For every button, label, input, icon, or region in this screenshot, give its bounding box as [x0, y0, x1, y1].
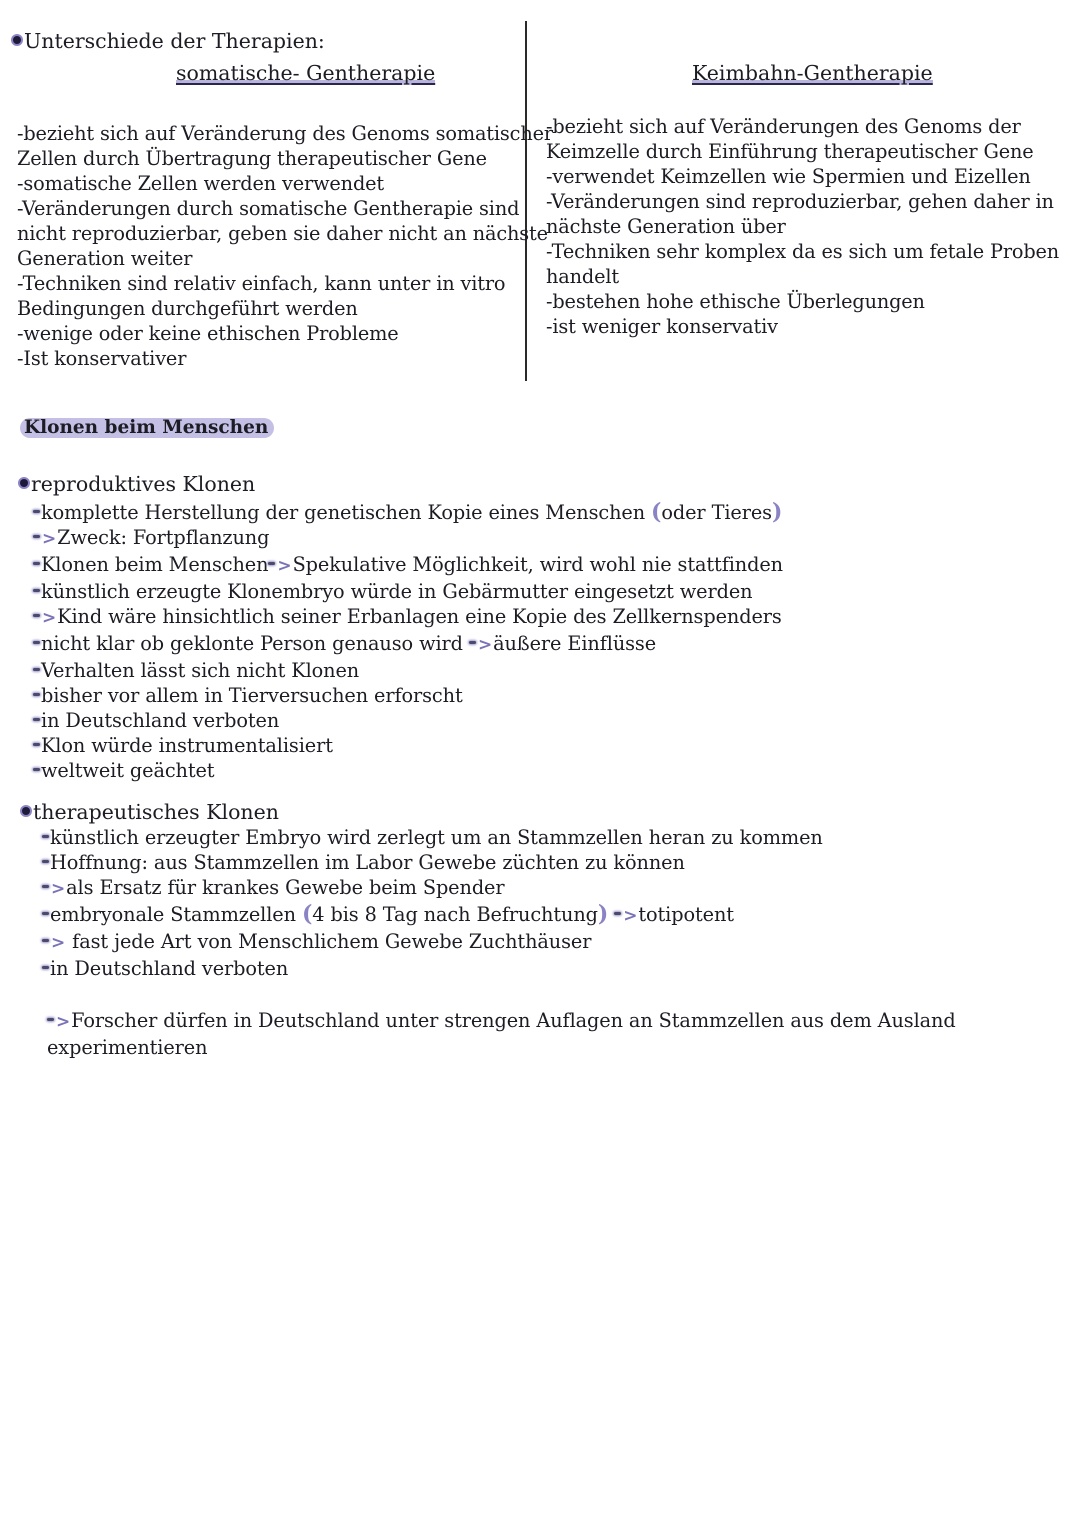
somatic-gene-therapy-heading: somatische- Gentherapie [176, 61, 436, 85]
therapies-heading [13, 29, 325, 54]
list-item: embryonale Stammzellen (4 bis 8 Tag nach Befruchtung) >totipotent [42, 902, 823, 929]
somatic-line: -wenige oder keine ethischen Probleme [17, 322, 399, 345]
note-line: >Forscher dürfen in Deutschland unter strengen Auflagen an Stammzellen aus dem Ausland [47, 1008, 956, 1035]
arrow-right-icon: > [51, 933, 66, 953]
arrow-right-icon: > [42, 529, 57, 549]
dash-icon [33, 589, 40, 592]
dash-icon [33, 641, 40, 644]
list-item: weltweit geächtet [33, 758, 783, 783]
list-item: >Zweck: Fortpflanzung [33, 525, 783, 552]
list-item: >Kind wäre hinsichtlich seiner Erbanlagen eine Kopie des Zellkernspenders [33, 604, 783, 631]
dash-icon [33, 510, 40, 513]
germline-therapy-column [546, 114, 1059, 339]
therapeutic-cloning-heading [22, 800, 279, 825]
list-item: in Deutschland verboten [42, 956, 823, 981]
list-item: Verhalten lässt sich nicht Klonen [33, 658, 783, 683]
dash-icon [33, 668, 40, 671]
therapeutic-cloning-heading-text: therapeutisches Klonen [33, 800, 279, 824]
list-item: künstlich erzeugter Embryo wird zerlegt um an Stammzellen heran zu kommen [42, 825, 823, 850]
list-item: Klonen beim Menschen >Spekulative Möglichkeit, wird wohl nie stattfinden [33, 552, 783, 579]
dash-icon [33, 693, 40, 696]
arrow-right-icon: > [56, 1012, 71, 1032]
list-item: nicht klar ob geklonte Person genauso wird >äußere Einflüsse [33, 631, 783, 658]
dash-icon [42, 885, 49, 888]
research-note [47, 1008, 956, 1060]
somatic-line: Zellen durch Übertragung therapeutischer Gene [17, 147, 487, 170]
dash-icon [614, 912, 621, 915]
somatic-line: -somatische Zellen werden verwendet [17, 172, 384, 195]
reproductive-cloning-heading [20, 472, 255, 497]
list-item: Klon würde instrumentalisiert [33, 733, 783, 758]
dash-icon [42, 912, 49, 915]
dash-icon [33, 718, 40, 721]
dash-icon [469, 641, 476, 644]
bullet-dot-icon [13, 36, 21, 44]
arrow-right-icon: > [51, 879, 66, 899]
germline-line: -bestehen hohe ethische Überlegungen [546, 290, 925, 313]
germline-line: -Veränderungen sind reproduzierbar, gehen daher in [546, 190, 1054, 213]
arrow-right-icon: > [42, 608, 57, 628]
somatic-line: -Ist konservativer [17, 347, 187, 370]
germline-line: Keimzelle durch Einführung therapeutischer Gene [546, 140, 1034, 163]
germline-line: -ist weniger konservativ [546, 315, 778, 338]
dash-icon [42, 966, 49, 969]
list-item: bisher vor allem in Tierversuchen erforscht [33, 683, 783, 708]
list-item: Hoffnung: aus Stammzellen im Labor Gewebe züchten zu können [42, 850, 823, 875]
dash-icon [268, 562, 275, 565]
cloning-section-title: Klonen beim Menschen [20, 418, 274, 438]
list-item: in Deutschland verboten [33, 708, 783, 733]
germline-line: -verwendet Keimzellen wie Spermien und Eizellen [546, 165, 1031, 188]
paren-open-icon: ( [651, 499, 662, 525]
germline-line: -Techniken sehr komplex da es sich um fetale Proben [546, 240, 1060, 263]
somatic-line: Bedingungen durchgeführt werden [17, 297, 358, 320]
somatic-line: nicht reproduzierbar, geben sie daher nicht an nächste [17, 222, 548, 245]
arrow-right-icon: > [477, 635, 493, 655]
somatic-line: -Veränderungen durch somatische Gentherapie sind [17, 197, 520, 220]
dash-icon [42, 835, 49, 838]
paren-open-icon: ( [301, 901, 313, 927]
germline-line: nächste Generation über [546, 215, 786, 238]
arrow-right-icon: > [623, 906, 638, 926]
somatic-therapy-column [17, 121, 553, 371]
dash-icon [33, 535, 40, 538]
somatic-line: -bezieht sich auf Veränderung des Genoms somatischer [17, 122, 553, 145]
list-item: >als Ersatz für krankes Gewebe beim Spender [42, 875, 823, 902]
germline-line: -bezieht sich auf Veränderungen des Genoms der [546, 115, 1021, 138]
dash-icon [33, 614, 40, 617]
reproductive-cloning-heading-text: reproduktives Klonen [31, 472, 256, 496]
somatic-line: Generation weiter [17, 247, 193, 270]
list-item: > fast jede Art von Menschlichem Gewebe Zuchthäuser [42, 929, 823, 956]
therapeutic-cloning-list [42, 825, 823, 981]
dash-icon [33, 743, 40, 746]
somatic-line: -Techniken sind relativ einfach, kann unter in vitro [17, 272, 506, 295]
bullet-dot-icon [22, 807, 30, 815]
dash-icon [33, 768, 40, 771]
dash-icon [33, 562, 40, 565]
bullet-dot-icon [20, 479, 28, 487]
note-line: experimentieren [47, 1036, 208, 1059]
arrow-right-icon: > [277, 556, 292, 576]
germline-line: handelt [546, 265, 619, 288]
list-item: künstlich erzeugte Klonembryo würde in Gebärmutter eingesetzt werden [33, 579, 783, 604]
paren-close-icon: ) [597, 901, 609, 927]
germline-gene-therapy-heading: Keimbahn-Gentherapie [692, 61, 933, 85]
paren-close-icon: ) [771, 499, 783, 525]
dash-icon [47, 1018, 54, 1021]
therapies-heading-text: Unterschiede der Therapien: [24, 29, 325, 53]
reproductive-cloning-list [33, 500, 783, 783]
dash-icon [42, 860, 49, 863]
list-item: komplette Herstellung der genetischen Kopie eines Menschen (oder Tieres) [33, 500, 783, 525]
dash-icon [42, 939, 49, 942]
